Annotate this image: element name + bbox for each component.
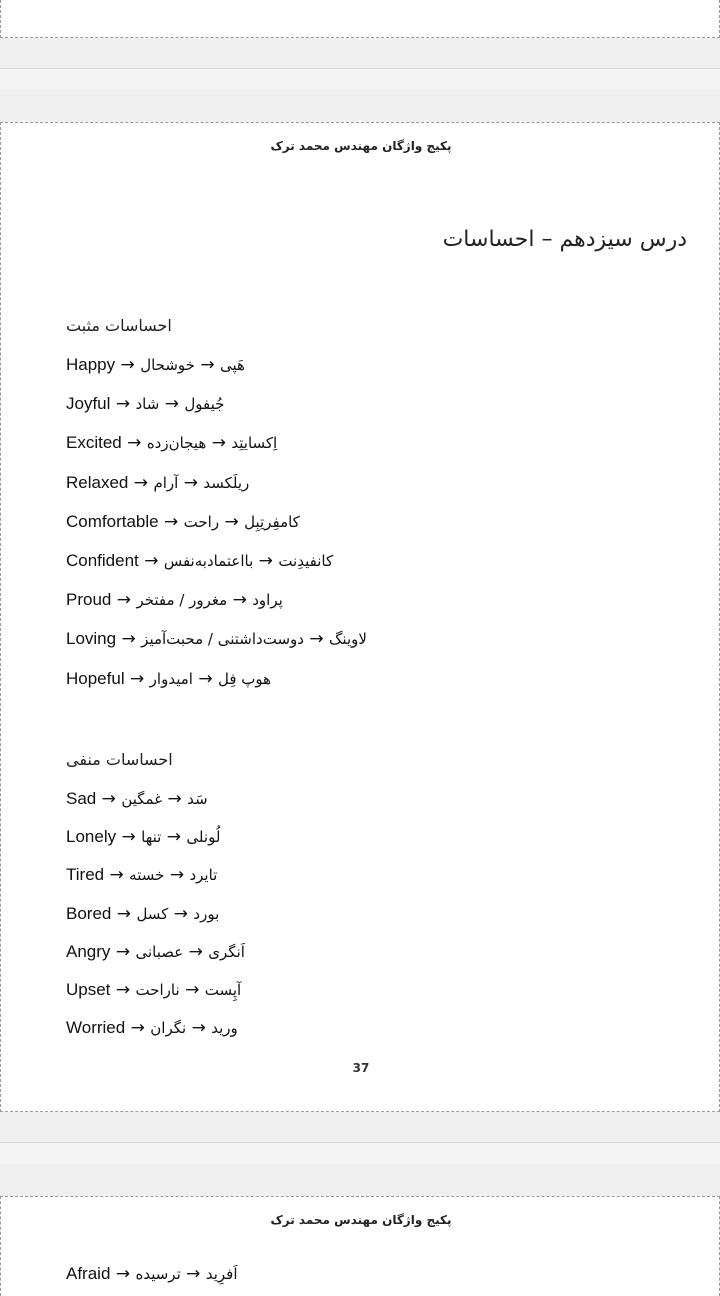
english-word: Afraid <box>66 1264 111 1283</box>
english-word: Confident <box>66 551 139 570</box>
next-page <box>0 1196 720 1296</box>
arrow: → <box>115 941 131 962</box>
arrow: → <box>186 1264 201 1284</box>
pronunciation: اِکسایتِد <box>231 434 278 453</box>
arrow: → <box>116 903 132 924</box>
english-word: Excited <box>66 433 122 453</box>
pronunciation: آپِست <box>204 981 242 999</box>
positive-section-title: احساسات مثبت <box>66 316 172 335</box>
pronunciation: ریلَکسد <box>203 473 250 492</box>
english-word: Hopeful <box>66 668 125 688</box>
vocab-row <box>66 980 241 1000</box>
previous-page <box>0 0 720 38</box>
arrow: → <box>191 1018 206 1039</box>
english-word: Lonely <box>66 827 117 847</box>
vocab-row <box>66 473 249 493</box>
arrow: → <box>183 472 198 493</box>
persian-meaning: هیجان‌زده <box>146 434 207 453</box>
persian-meaning: کسل <box>136 904 169 923</box>
persian-meaning: غمگین <box>121 790 163 808</box>
arrow: → <box>121 827 136 848</box>
arrow: → <box>198 668 213 689</box>
vocab-row <box>66 590 283 610</box>
vocab-row <box>66 942 245 962</box>
persian-meaning: بااعتمادبه‌نفس <box>163 552 254 570</box>
vocab-row <box>66 827 220 847</box>
pronunciation: جُیفول <box>184 395 225 414</box>
pronunciation: اَفرِید <box>205 1265 238 1283</box>
page-number: 37 <box>352 1061 370 1075</box>
english-word: Angry <box>66 941 111 961</box>
arrow: → <box>109 865 124 886</box>
arrow: → <box>115 1264 131 1284</box>
persian-meaning: شاد <box>135 395 160 414</box>
negative-section-title: احساسات منفی <box>66 750 173 769</box>
vocab-row <box>66 394 224 414</box>
pronunciation: سَد <box>187 790 208 808</box>
page-header: پکیج واژگان مهندس محمد ترک <box>270 139 452 153</box>
persian-meaning: آرام <box>153 473 179 492</box>
next-page-header: پکیج واژگان مهندس محمد ترک <box>270 1213 452 1227</box>
arrow: → <box>164 511 179 532</box>
arrow: → <box>185 980 200 1000</box>
vocab-row <box>66 1264 238 1284</box>
persian-meaning: خسته <box>129 866 165 885</box>
document-page <box>0 122 720 1112</box>
arrow: → <box>120 355 135 375</box>
vocab-row <box>66 355 245 375</box>
arrow: → <box>166 827 182 848</box>
arrow: → <box>127 433 142 454</box>
vocab-row <box>66 789 208 809</box>
persian-meaning: امیدوار <box>149 669 193 688</box>
arrow: → <box>116 590 132 611</box>
english-word: Happy <box>66 355 116 374</box>
pronunciation: ورید <box>211 1019 238 1038</box>
english-word: Proud <box>66 590 112 610</box>
arrow: → <box>167 789 182 809</box>
english-word: Comfortable <box>66 511 159 531</box>
vocab-row <box>66 904 219 924</box>
pronunciation: اَنگری <box>208 942 245 961</box>
arrow: → <box>188 941 203 962</box>
persian-meaning: عصبانی <box>135 942 184 961</box>
pronunciation: پراود <box>252 591 283 610</box>
persian-meaning: مغرور / مفتخر <box>136 591 228 610</box>
page-gap <box>0 1142 720 1164</box>
arrow: → <box>130 1018 145 1039</box>
vocab-row <box>66 1018 238 1038</box>
arrow: → <box>164 394 179 415</box>
pronunciation: کامفِرتِبِل <box>244 512 300 531</box>
arrow: → <box>224 511 239 532</box>
lesson-title: درس سیزدهم – احساسات <box>442 227 687 252</box>
pronunciation: بورد <box>193 904 220 923</box>
vocab-row <box>66 629 367 649</box>
english-word: Relaxed <box>66 472 129 492</box>
arrow: → <box>169 865 185 886</box>
arrow: → <box>115 394 131 415</box>
arrow: → <box>133 472 149 493</box>
pronunciation: لُونلی <box>186 828 221 847</box>
english-word: Joyful <box>66 394 111 414</box>
persian-meaning: راحت <box>183 512 220 531</box>
vocab-row <box>66 512 300 532</box>
english-word: Loving <box>66 629 117 649</box>
pronunciation: لاوینگ <box>329 630 367 649</box>
pronunciation: کانفیدِنت <box>278 552 334 570</box>
page-gap <box>0 68 720 90</box>
arrow: → <box>211 433 226 454</box>
persian-meaning: ناراحت <box>135 981 180 999</box>
persian-meaning: دوست‌داشتنی / محبت‌آمیز <box>141 630 304 649</box>
pronunciation: تایرد <box>189 866 218 885</box>
arrow: → <box>173 903 188 924</box>
arrow: → <box>101 789 116 809</box>
english-word: Tired <box>66 865 105 885</box>
english-word: Sad <box>66 789 97 808</box>
vocab-row <box>66 669 271 689</box>
english-word: Bored <box>66 903 112 923</box>
arrow: → <box>130 668 145 689</box>
arrow: → <box>232 590 247 611</box>
arrow: → <box>115 980 131 1000</box>
vocab-row <box>66 551 333 571</box>
english-word: Upset <box>66 980 111 999</box>
persian-meaning: خوشحال <box>140 356 195 374</box>
arrow: → <box>200 355 215 375</box>
arrow: → <box>121 629 136 650</box>
persian-meaning: ترسیده <box>135 1265 181 1283</box>
arrow: → <box>144 551 159 571</box>
persian-meaning: نگران <box>150 1019 187 1038</box>
pronunciation: هَپی <box>220 356 245 374</box>
arrow: → <box>258 551 273 571</box>
vocab-row <box>66 433 277 453</box>
arrow: → <box>309 629 324 650</box>
vocab-row <box>66 865 217 885</box>
pronunciation: هوپ فِل <box>218 669 272 688</box>
persian-meaning: تنها <box>141 828 162 847</box>
english-word: Worried <box>66 1018 126 1038</box>
